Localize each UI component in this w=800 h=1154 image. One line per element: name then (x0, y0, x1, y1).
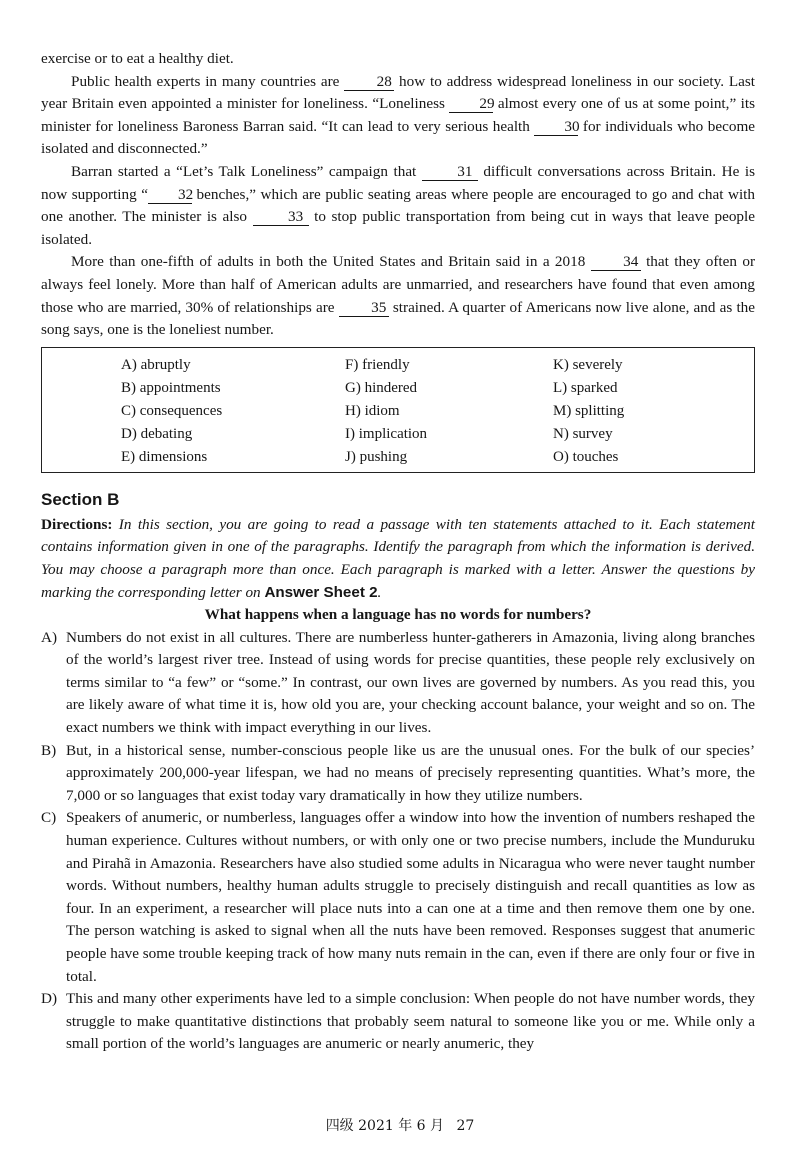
blank-30: 30 (534, 118, 578, 136)
blank-31: 31 (422, 163, 478, 181)
passage-paragraph-d: D) This and many other experiments have led to a simple conclusion: When people do not have number words, they struggle to make quantitative distinctions that probably seem natural to someone like you or me. While only a small portion of the world’s languages are anumeric or nearly anumeric, they (41, 990, 755, 1053)
section-b-title: Section B (41, 489, 120, 509)
word-option: E) dimensions (121, 448, 208, 465)
word-bank-column-3 (553, 354, 624, 469)
passage-paragraph-b: B) But, in a historical sense, number-conscious people like us are the unusual ones. For the bulk of our species’ approximately 200,000-year lifespan, we had no means of precisely representing quantities. What’s more, the 7,000 or so languages that exist today vary dramatically in how they utilize numbers. (41, 741, 755, 804)
word-option: L) sparked (553, 379, 618, 396)
page-number: 27 (456, 1118, 475, 1134)
word-option: M) splitting (553, 402, 625, 419)
blank-29: 29 (449, 95, 493, 113)
blank-34: 34 (591, 253, 641, 271)
blank-28: 28 (344, 73, 394, 91)
blank-32: 32 (148, 186, 192, 204)
intro-line: exercise or to eat a healthy diet. (41, 50, 234, 67)
word-option: B) appointments (121, 379, 221, 396)
word-option: O) touches (553, 448, 619, 465)
word-option: J) pushing (345, 448, 408, 465)
paragraph-1: Public health experts in many countries are 28 how to address widespread loneliness in our society. Last year Britain even appointed a minister for loneliness. “Loneliness 29 almost every one of us at some point,” its minister for loneliness Baroness Barran said. “It can lead to very serious health 30 for individuals who become isolated and disconnected.” (41, 72, 755, 158)
word-bank (41, 347, 755, 473)
word-option: D) debating (121, 425, 193, 442)
word-option: G) hindered (345, 379, 418, 396)
exam-label: 四级 2021 年 6 月 (325, 1118, 445, 1134)
word-option: C) consequences (121, 402, 223, 419)
word-bank-column-2 (345, 354, 427, 469)
paragraph-letter: A) (41, 628, 58, 646)
word-option: I) implication (345, 425, 428, 442)
answer-sheet-label: Answer Sheet 2 (264, 583, 378, 601)
passage-paragraph-c: C) Speakers of anumeric, or numberless, languages offer a window into how the invention of numbers reshaped the human experience. Cultures without numbers, or with only one or two precise numbers, include the Munduruku and Pirahã in Amazonia. Researchers have also studied some adults in Nicaragua who were never taught number words. Without numbers, healthy human adults struggle to precisely distinguish and recall quantities as low as four. In an experiment, a researcher will place nuts into a can one at a time and then remove them one by one. The person watching is asked to signal when all the nuts have been removed. Responses suggest that anumeric people have some trouble keeping track of how many nuts remain in the can, even if there are only four or five in total. (41, 809, 755, 985)
directions-label: Directions: (41, 515, 113, 533)
paragraph-letter: D) (41, 990, 58, 1008)
passage-paragraph-a: A) Numbers do not exist in all cultures. There are numberless hunter-gatherers in Amazonia, living along branches of the world’s largest river tree. Instead of using words for precise quantities, these people rely exclusively on terms similar to “a few” or “some.” In contrast, our own lives are governed by numbers. As you read this, you are likely aware of what time it is, how old you are, your checking account balance, your weight and so on. The exact numbers we think with impact everything in our lives. (41, 628, 755, 737)
paragraph-letter: B) (41, 741, 57, 759)
blank-35: 35 (339, 299, 389, 317)
word-bank-column-1 (121, 354, 222, 469)
word-option: K) severely (553, 356, 623, 373)
page-footer (0, 1115, 800, 1135)
word-option: H) idiom (345, 402, 400, 419)
blank-33: 33 (253, 208, 309, 226)
directions: Directions: In this section, you are going to read a passage with ten statements attached to it. Each statement contains information given in one of the paragraphs. Identify the paragraph from which the information is derived. You may choose a paragraph more than once. Each paragraph is marked with a letter. Answer the questions by marking the corresponding letter on Answer Sheet 2. (41, 515, 755, 601)
passage-title: What happens when a language has no words for numbers? (204, 606, 592, 624)
word-option: A) abruptly (121, 356, 191, 373)
paragraph-3: More than one-fifth of adults in both the United States and Britain said in a 2018 34 that they often or always feel lonely. More than half of American adults are unmarried, and researchers have found that even among those who are married, 30% of relationships are 35 strained. A quarter of Americans now live alone, and as the song says, one is the loneliest number. (41, 253, 756, 339)
paragraph-2: Barran started a “Let’s Talk Loneliness” campaign that 31 difficult conversations across Britain. He is now supporting “ 32 benches,” which are public seating areas where people are encouraged to go and chat with one another. The minister is also 33 to stop public transportation from being cut in ways that leave people isolated. (41, 162, 755, 248)
exam-page (41, 48, 755, 1056)
paragraph-letter: C) (41, 809, 57, 827)
word-option: N) survey (553, 425, 613, 442)
word-option: F) friendly (345, 356, 410, 373)
